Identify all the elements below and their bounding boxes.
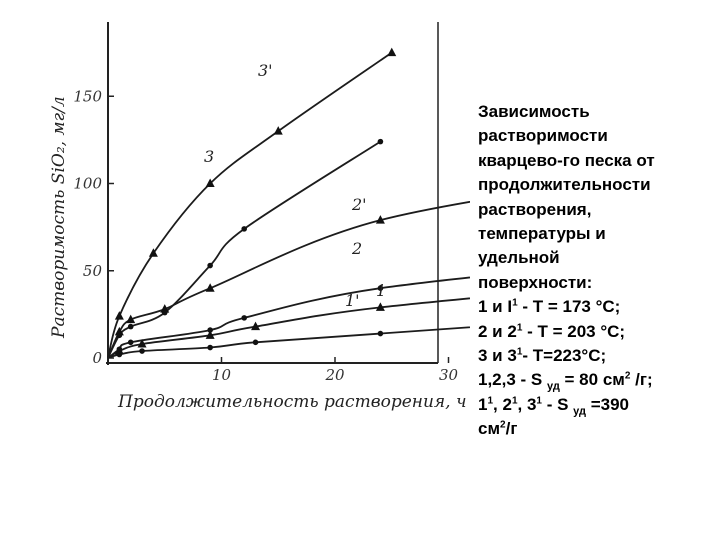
- series-label: 2: [352, 239, 363, 258]
- chart-markers: [115, 48, 470, 358]
- x-axis-label: Продолжительность растворения, ч: [118, 392, 467, 412]
- series-label: 2': [352, 195, 367, 214]
- data-point-circle: [128, 324, 134, 330]
- data-point-circle: [241, 226, 247, 232]
- data-point-circle: [207, 263, 213, 269]
- data-point-triangle: [387, 48, 396, 57]
- series-label: 3': [258, 61, 273, 80]
- data-point-circle: [378, 331, 384, 337]
- x-tick-label: 10: [211, 366, 232, 384]
- y-tick-label: 0: [92, 349, 102, 367]
- caption-condition-2: 2 и $2^1 - T = 203$ °C;: [478, 321, 626, 341]
- caption-line: температуры и: [478, 224, 606, 244]
- caption-condition-3: 3 и $3^1-$ T=223°C;: [478, 346, 607, 366]
- series-label: 1: [376, 281, 387, 300]
- caption-condition-1: 1 и $I^1 - T = 173$ °C;: [478, 297, 621, 317]
- chart-curve-labels: [204, 61, 386, 310]
- data-point-circle: [378, 139, 384, 145]
- data-point-circle: [162, 310, 168, 316]
- caption-line: удельной: [478, 248, 560, 268]
- caption-line: продолжительности: [478, 175, 651, 195]
- caption-line: растворения,: [478, 199, 592, 219]
- data-point-triangle: [274, 126, 283, 134]
- caption-surface-2: $1^1$, $2^1$, $3^1$ - S $_{уд}$ =390: [478, 394, 629, 418]
- caption-line: Зависимость: [478, 102, 590, 121]
- data-point-circle: [117, 333, 123, 339]
- caption-line: кварцево-го песка от: [478, 150, 655, 170]
- series-label: 1': [345, 291, 360, 310]
- data-point-circle: [253, 339, 259, 345]
- caption-units: $см^2/г$: [478, 419, 518, 439]
- series-curve: [108, 281, 470, 358]
- series-curve: [108, 142, 380, 358]
- caption-line: растворимости: [478, 126, 608, 146]
- data-point-circle: [207, 345, 213, 351]
- chart-ticks: [73, 87, 470, 384]
- caption-line: поверхности:: [478, 272, 593, 292]
- data-point-circle: [128, 339, 134, 345]
- data-point-circle: [241, 315, 247, 321]
- data-point-circle: [139, 348, 145, 354]
- y-axis-label: Растворимость SiO₂, мг/л: [49, 96, 69, 338]
- series-label: 3: [204, 147, 215, 166]
- y-tick-label: 150: [73, 87, 102, 106]
- x-tick-label: 30: [438, 366, 459, 384]
- series-curve: [108, 259, 470, 358]
- y-tick-label: 100: [73, 174, 102, 193]
- figure-caption: [478, 100, 713, 442]
- data-point-circle: [207, 327, 213, 333]
- x-tick-label: 20: [325, 366, 345, 384]
- data-point-triangle: [115, 311, 124, 320]
- caption-surface-1: 1,2,3 - S $_{уд}$ = 80 $см^2$ /г;: [478, 370, 653, 393]
- data-point-circle: [117, 346, 123, 352]
- y-tick-label: 50: [82, 261, 102, 280]
